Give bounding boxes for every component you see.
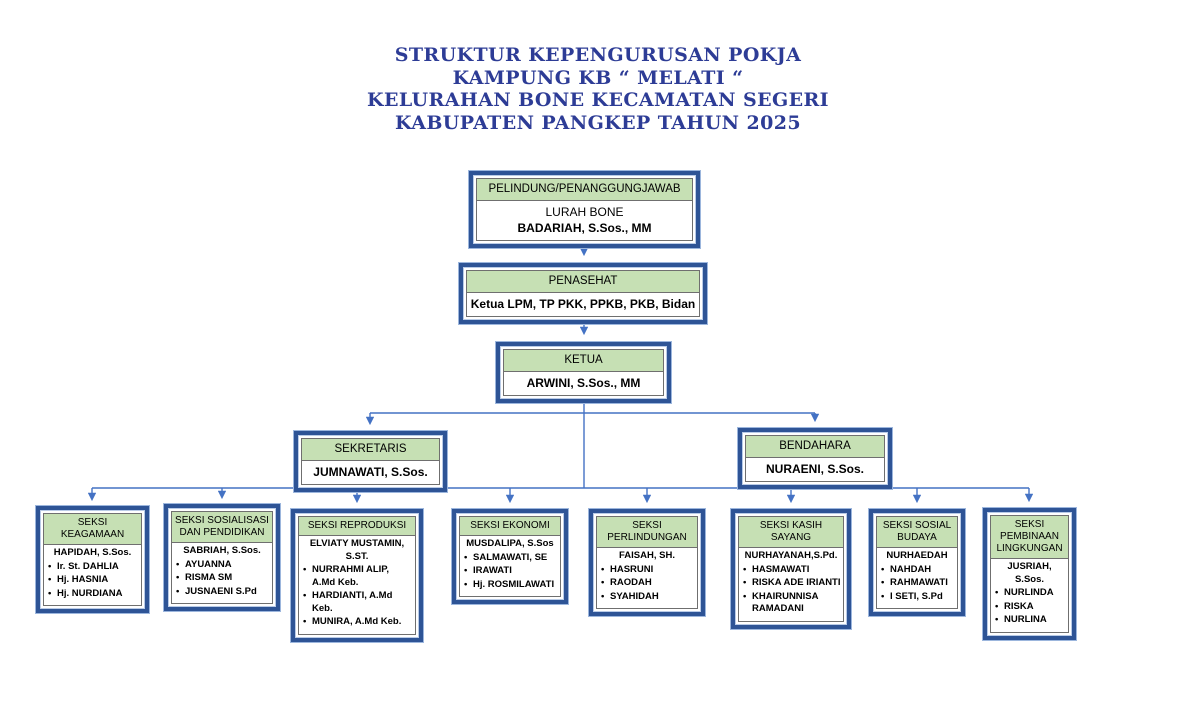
seksi-member-row xyxy=(601,577,695,590)
seksi-member-row xyxy=(48,574,139,587)
seksi-member-row xyxy=(881,564,955,577)
seksi-box-frame xyxy=(735,513,847,625)
bullet-icon: • xyxy=(743,577,747,588)
seksi-member-name: I SETI, S.Pd xyxy=(890,590,943,602)
seksi-box-kasih-sayang xyxy=(730,508,852,630)
seksi-member-row xyxy=(743,577,841,590)
seksi-box-keagamaan xyxy=(35,505,150,614)
seksi-header-sosial-budaya: SEKSI SOSIAL BUDAYA xyxy=(877,517,957,548)
bullet-icon: • xyxy=(995,600,999,612)
bullet-icon: • xyxy=(743,590,747,602)
seksi-header-ekonomi: SEKSI EKONOMI xyxy=(460,517,560,536)
seksi-box-pembinaan-lingkungan xyxy=(982,507,1077,641)
seksi-member-row xyxy=(881,591,955,604)
seksi-header-kasih-sayang: SEKSI KASIH SAYANG xyxy=(739,517,843,548)
seksi-member-row xyxy=(995,601,1066,614)
seksi-member-name: KHAIRUNNISA RAMADANI xyxy=(752,590,819,614)
seksi-header-sosialisasi-pendidikan: SEKSI SOSIALISASI DAN PENDIDIKAN xyxy=(172,512,272,543)
seksi-box-frame xyxy=(456,513,564,600)
bullet-icon: • xyxy=(48,587,52,599)
bullet-icon: • xyxy=(464,578,468,590)
bullet-icon: • xyxy=(881,563,885,575)
seksi-member-name: RISKA ADE IRIANTI xyxy=(752,577,841,588)
box-penasehat-header: PENASEHAT xyxy=(467,271,699,293)
seksi-member-name: NAHDAH xyxy=(890,563,932,575)
chart-title xyxy=(0,44,1196,134)
seksi-member-name: JUSNAENI S.Pd xyxy=(185,585,257,597)
seksi-header-reproduksi: SEKSI REPRODUKSI xyxy=(299,517,415,536)
bullet-icon: • xyxy=(176,585,180,597)
seksi-member-row xyxy=(464,552,558,565)
seksi-member-name: MUNIRA, A.Md Keb. xyxy=(312,616,402,627)
box-pelindung-subtitle: LURAH BONE xyxy=(545,205,624,219)
bullet-icon: • xyxy=(601,563,605,575)
seksi-member-row xyxy=(303,564,413,589)
seksi-member-row xyxy=(464,579,558,592)
box-pelindung-frame xyxy=(473,175,696,244)
seksi-member-name: HASRUNI xyxy=(610,563,654,575)
bullet-icon: • xyxy=(303,590,307,601)
seksi-leader-name: ELVIATY MUSTAMIN, S.ST. xyxy=(309,538,405,562)
box-sekretaris-frame xyxy=(298,435,443,488)
seksi-member-row xyxy=(743,564,841,577)
bullet-icon: • xyxy=(48,574,52,585)
box-ketua-header: KETUA xyxy=(504,350,663,372)
chart-title-line-3: KELURAHAN BONE KECAMATAN SEGERI xyxy=(367,89,829,111)
bullet-icon: • xyxy=(881,577,885,588)
seksi-member-name: SYAHIDAH xyxy=(610,590,659,602)
bullet-icon: • xyxy=(743,563,747,575)
bullet-icon: • xyxy=(601,590,605,602)
box-sekretaris-header: SEKRETARIS xyxy=(302,439,439,461)
chart-title-line-2: KAMPUNG KB “ MELATI “ xyxy=(452,66,744,89)
seksi-member-row xyxy=(303,616,413,629)
seksi-member-row xyxy=(601,564,695,577)
seksi-member-name: RISMA SM xyxy=(185,572,233,583)
bullet-icon: • xyxy=(303,564,307,575)
chart-title-line-4: KABUPATEN PANGKEP TAHUN 2025 xyxy=(395,111,801,134)
seksi-leader-name: FAISAH, SH. xyxy=(619,550,675,561)
box-ketua-name: ARWINI, S.Sos., MM xyxy=(526,376,641,390)
seksi-box-perlindungan xyxy=(588,508,706,617)
box-pelindung-header: PELINDUNG/PENANGGUNGJAWAB xyxy=(477,179,692,201)
seksi-member-name: SALMAWATI, SE xyxy=(473,551,548,563)
seksi-member-row xyxy=(743,591,841,616)
seksi-member-row xyxy=(176,586,270,599)
seksi-member-row xyxy=(176,572,270,585)
box-sekretaris xyxy=(293,430,448,493)
box-sekretaris-name: JUMNAWATI, S.Sos. xyxy=(313,465,428,479)
box-ketua xyxy=(495,341,672,404)
seksi-box-sosial-budaya xyxy=(868,508,966,617)
box-bendahara xyxy=(737,427,893,490)
seksi-leader-name: NURHAEDAH xyxy=(886,550,948,561)
bullet-icon: • xyxy=(303,616,307,627)
seksi-box-frame xyxy=(987,512,1072,636)
seksi-box-frame xyxy=(873,513,961,612)
bullet-icon: • xyxy=(176,558,180,570)
seksi-box-frame xyxy=(295,513,419,638)
bullet-icon: • xyxy=(464,565,468,576)
seksi-leader-name: MUSDALIPA, S.Sos xyxy=(466,538,554,549)
seksi-member-row xyxy=(995,587,1066,600)
bullet-icon: • xyxy=(601,577,605,588)
seksi-member-name: Ir. St. DAHLIA xyxy=(57,560,119,572)
box-penasehat-frame xyxy=(463,267,703,320)
seksi-member-name: HARDIANTI, A.Md Keb. xyxy=(312,590,393,614)
bullet-icon: • xyxy=(464,551,468,563)
seksi-box-frame xyxy=(593,513,701,612)
box-bendahara-name: NURAENI, S.Sos. xyxy=(765,462,864,476)
seksi-member-row xyxy=(601,591,695,604)
seksi-box-frame xyxy=(40,510,145,609)
seksi-member-name: NURRAHMI ALIP, A.Md Keb. xyxy=(312,564,390,588)
seksi-member-name: RAHMAWATI xyxy=(890,577,948,588)
seksi-member-row xyxy=(176,559,270,572)
seksi-member-row xyxy=(48,561,139,574)
bullet-icon: • xyxy=(995,587,999,598)
seksi-member-name: RISKA xyxy=(1004,600,1034,612)
seksi-member-name: HASMAWATI xyxy=(752,563,810,575)
box-ketua-frame xyxy=(500,346,667,399)
seksi-member-row xyxy=(881,577,955,590)
box-bendahara-header: BENDAHARA xyxy=(746,436,884,458)
bullet-icon: • xyxy=(48,560,52,572)
box-bendahara-frame xyxy=(742,432,888,485)
seksi-leader-name: SABRIAH, S.Sos. xyxy=(183,545,261,556)
seksi-member-row xyxy=(303,590,413,615)
seksi-box-frame xyxy=(168,508,276,607)
seksi-member-name: Hj. NURDIANA xyxy=(57,587,123,599)
seksi-member-row xyxy=(464,565,558,578)
seksi-header-keagamaan: SEKSI KEAGAMAAN xyxy=(44,514,141,545)
seksi-box-reproduksi xyxy=(290,508,424,643)
seksi-member-name: AYUANNA xyxy=(185,558,232,570)
chart-title-line-1: STRUKTUR KEPENGURUSAN POKJA xyxy=(394,44,802,66)
seksi-member-name: Hj. ROSMILAWATI xyxy=(473,578,555,590)
box-penasehat-name: Ketua LPM, TP PKK, PPKB, PKB, Bidan xyxy=(470,297,696,311)
bullet-icon: • xyxy=(995,614,999,625)
seksi-leader-name: JUSRIAH, S.Sos. xyxy=(1007,561,1052,585)
seksi-member-name: NURLINA xyxy=(1004,614,1047,625)
box-pelindung xyxy=(468,170,701,249)
box-pelindung-name: BADARIAH, S.Sos., MM xyxy=(517,221,652,235)
seksi-leader-name: HAPIDAH, S.Sos. xyxy=(53,547,132,558)
seksi-member-name: NURLINDA xyxy=(1004,587,1054,598)
box-penasehat xyxy=(458,262,708,325)
seksi-member-name: IRAWATI xyxy=(473,565,512,576)
seksi-box-sosialisasi-pendidikan xyxy=(163,503,281,612)
seksi-member-row xyxy=(48,588,139,601)
bullet-icon: • xyxy=(176,572,180,583)
seksi-member-row xyxy=(995,614,1066,627)
seksi-header-perlindungan: SEKSI PERLINDUNGAN xyxy=(597,517,697,548)
bullet-icon: • xyxy=(881,590,885,602)
seksi-leader-name: NURHAYANAH,S.Pd. xyxy=(744,550,838,561)
seksi-box-ekonomi xyxy=(451,508,569,605)
seksi-header-pembinaan-lingkungan: SEKSI PEMBINAAN LINGKUNGAN xyxy=(991,516,1068,559)
seksi-member-name: Hj. HASNIA xyxy=(57,574,109,585)
seksi-member-name: RAODAH xyxy=(610,577,652,588)
